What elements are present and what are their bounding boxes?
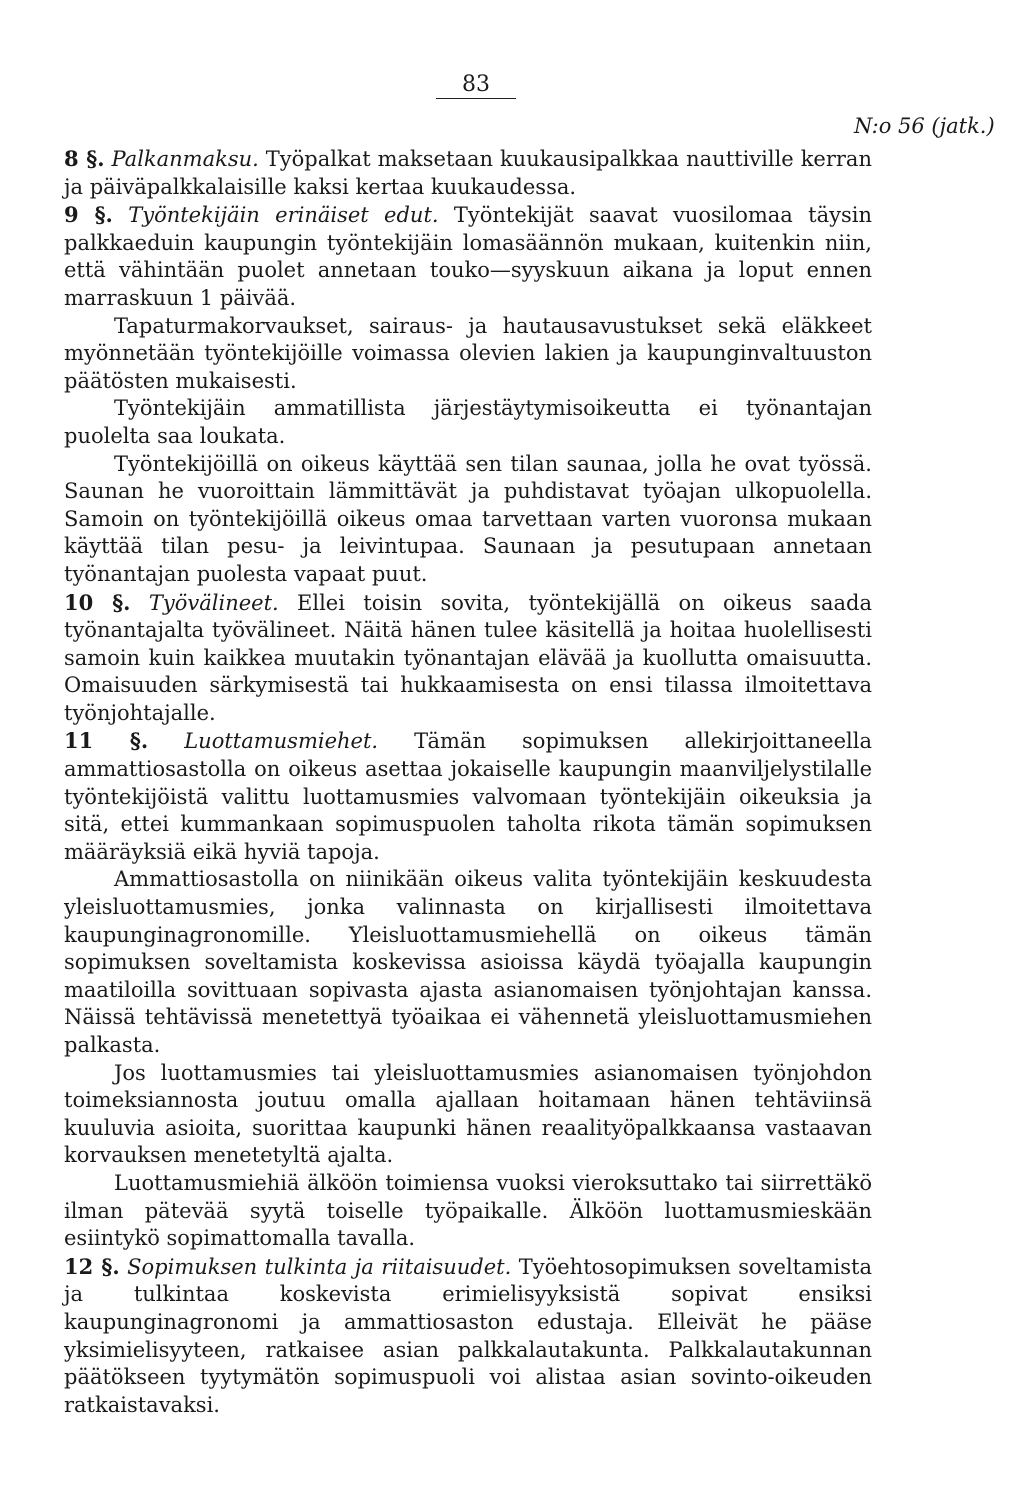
paragraph-text: Ellei toisin sovita, työntekijällä on oikeus saada työnantajalta työvälineet. Näitä hänen tulee käsitellä ja hoitaa huolellisesti samoin kuin kaikkea muutakin työnantajan elävää ja kuollutta omaisuutta. Omaisuuden särkymisestä tai hukkaamisesta on ensi tilassa ilmoitettava työnjohtajalle. [64,590,873,725]
section-title: Työvälineet. [148,590,279,615]
paragraph-text: Työntekijät saavat vuosilomaa täysin palkkaeduin kaupungin työntekijäin lomasäännön mukaan, kuitenkin niin, että vähintään puolet annetaan touko—syyskuun aikana ja loput ennen marraskuun 1 päivää. [64,203,872,310]
paragraph: Jos luottamusmies tai yleisluottamusmies asianomaisen työnjohdon toimeksiannosta joutuu omalla ajallaan hoitamaan hänen tehtäviinsä kuuluvia asioita, suorittaa kaupunki hänen reaalityöpalkkaansa vastaavan korvauksen menetetyltä ajalta. [64,1060,872,1168]
body-text [64,145,872,1419]
section-number: 8 §. [64,146,105,171]
section-title: Luottamusmiehet. [184,729,379,754]
section-number: 9 §. [64,202,113,228]
paragraph: Ammattiosastolla on niinikään oikeus valita työntekijäin keskuudesta yleisluottamusmies, jonka valinnasta on kirjallisesti ilmoitettava kaupunginagronomille. Yleisluottamusmiehellä on oikeus tämän sopimuksen soveltamista koskevissa asioissa käydä työajalla kaupungin maatiloilla sovittuaan sopivasta ajasta asianomaisen työnjohtajan kanssa. Näissä tehtävissä menetettyä työaikaa ei vähennetä yleisluottamusmiehen palkasta. [64,867,872,1057]
section-9 [64,201,872,312]
paragraph-text: Työehtosopimuksen soveltamista ja tulkintaa koskevista erimielisyyksistä sopivat ensiksi kaupunginagronomi ja ammattiosaston edustaja. Elleivät he pääse yksimielisyyteen, ratkaisee asian palkkalautakunta. Palkkalautakunnan päätökseen tyytymätön sopimuspuoli voi alistaa asian sovinto-oikeuden ratkaistavaksi. [64,1254,872,1417]
section-title: Työntekijäin erinäiset edut. [128,203,439,228]
section-number: 10 §. [64,589,131,615]
section-title: Sopimuksen tulkinta ja riitaisuudet. [127,1254,512,1279]
section-number: 12 §. [64,1253,120,1279]
document-reference: N:o 56 (jatk.) [854,114,995,138]
section-title: Palkanmaksu. [111,147,259,171]
section-8 [64,145,872,201]
section-number: 11 §. [64,728,149,754]
paragraph: Luottamusmiehiä älköön toimiensa vuoksi vieroksuttako tai siirrettäkö ilman pätevää syytä toiselle työpaikalle. Älköön luottamusmieskään esiintykö sopimattomalla tavalla. [64,1170,872,1251]
page-number: 83 [436,72,516,99]
paragraph: Tapaturmakorvaukset, sairaus- ja hautausavustukset sekä eläkkeet myönnetään työntekijöille voimassa olevien lakien ja kaupunginvaltuuston päätösten mukaisesti. [64,313,872,393]
section-11 [64,727,872,866]
section-12 [64,1253,872,1420]
paragraph-text: Tämän sopimuksen allekirjoittaneella ammattiosastolla on oikeus asettaa jokaiselle kaupungin maanviljelystilalle työntekijöistä valittu luottamusmies valvomaan työntekijäin oikeuksia ja sitä, ettei kummankaan sopimuspuolen taholta rikota tämän sopimuksen määräyksiä eikä hyviä tapoja. [64,729,872,864]
paragraph-text: Työpalkat maksetaan kuukausipalkkaa nauttiville kerran ja päiväpalkkalaisille kaksi kertaa kuukaudessa. [64,147,872,199]
paragraph: Työntekijäin ammatillista järjestäytymisoikeutta ei työnantajan puolelta saa loukata. [64,396,872,448]
section-10 [64,589,872,728]
paragraph: Työntekijöillä on oikeus käyttää sen tilan saunaa, jolla he ovat työssä. Saunan he vuoroittain lämmittävät ja puhdistavat työajan ulkopuolella. Samoin on työntekijöillä oikeus omaa tarvettaan varten vuoronsa mukaan käyttää tilan pesu- ja leivintupaa. Saunaan ja pesutupaan annetaan työnantajan puolesta vapaat puut. [64,451,872,586]
